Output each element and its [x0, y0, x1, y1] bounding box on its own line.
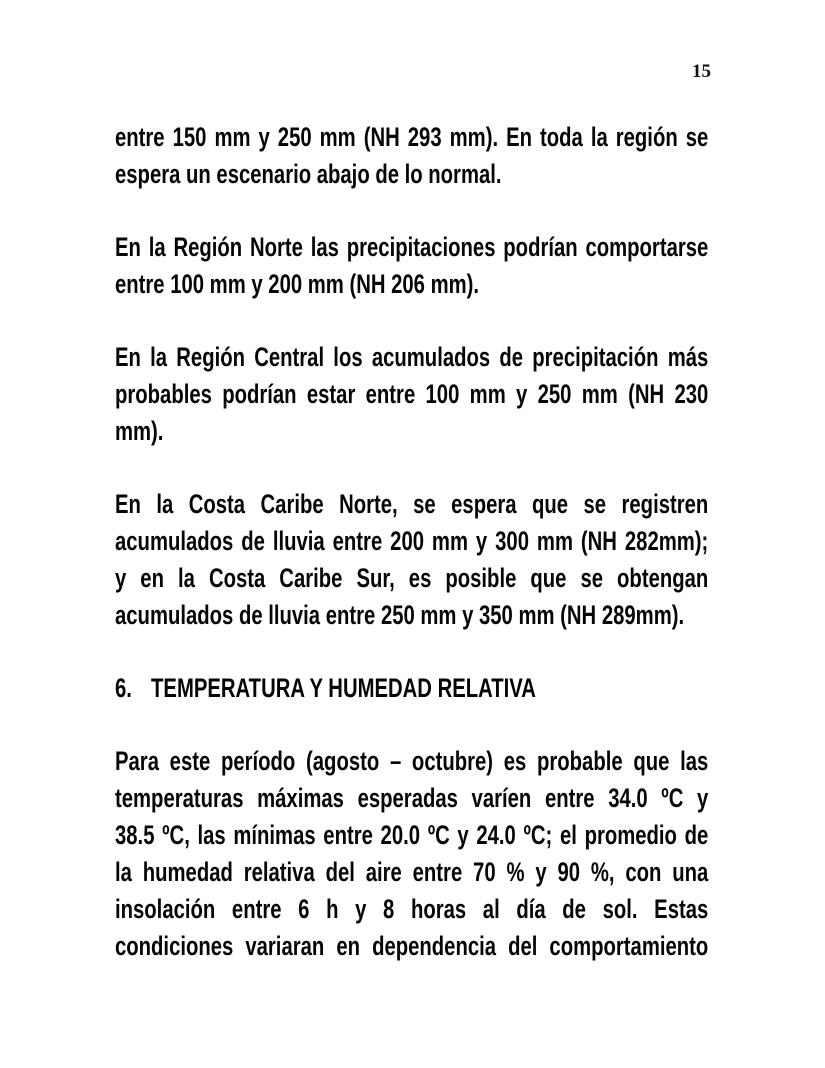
- paragraph: [115, 339, 708, 450]
- text-line: espera un escenario abajo de lo normal.: [115, 159, 502, 189]
- text-line: acumulados de lluvia entre 200 mm y 300 mm (NH 282mm);: [115, 526, 709, 556]
- section-heading: [115, 670, 708, 707]
- paragraph: [115, 119, 708, 193]
- paragraph: [115, 743, 708, 965]
- text-line: y en la Costa Caribe Sur, es posible que se obtengan: [115, 563, 709, 593]
- text-line: entre 100 mm y 200 mm (NH 206 mm).: [115, 269, 480, 299]
- section-title: TEMPERATURA Y HUMEDAD RELATIVA: [151, 673, 536, 703]
- text-line: mm).: [115, 416, 164, 446]
- text-line: temperaturas máximas esperadas varíen entre 34.0 ºC y: [115, 783, 709, 813]
- text-line: acumulados de lluvia entre 250 mm y 350 mm (NH 289mm).: [115, 600, 685, 630]
- page-content: [115, 119, 708, 1001]
- text-line: entre 150 mm y 250 mm (NH 293 mm). En toda la región se: [115, 122, 709, 152]
- text-line: condiciones variaran en dependencia del comportamiento: [115, 931, 709, 961]
- paragraph: [115, 229, 708, 303]
- text-line: la humedad relativa del aire entre 70 % y 90 %, con una: [115, 857, 709, 887]
- text-line: Para este período (agosto – octubre) es probable que las: [115, 746, 709, 776]
- page-number: 15: [692, 61, 711, 82]
- paragraph: [115, 486, 708, 634]
- text-line: En la Costa Caribe Norte, se espera que se registren: [115, 489, 709, 519]
- text-line: insolación entre 6 h y 8 horas al día de sol. Estas: [115, 894, 709, 924]
- text-line: En la Región Central los acumulados de precipitación más: [115, 342, 709, 372]
- text-line: 38.5 ºC, las mínimas entre 20.0 ºC y 24.0 ºC; el promedio de: [115, 820, 709, 850]
- text-line: probables podrían estar entre 100 mm y 250 mm (NH 230: [115, 379, 709, 409]
- section-number: 6.: [115, 673, 132, 703]
- text-line: En la Región Norte las precipitaciones podrían comportarse: [115, 232, 709, 262]
